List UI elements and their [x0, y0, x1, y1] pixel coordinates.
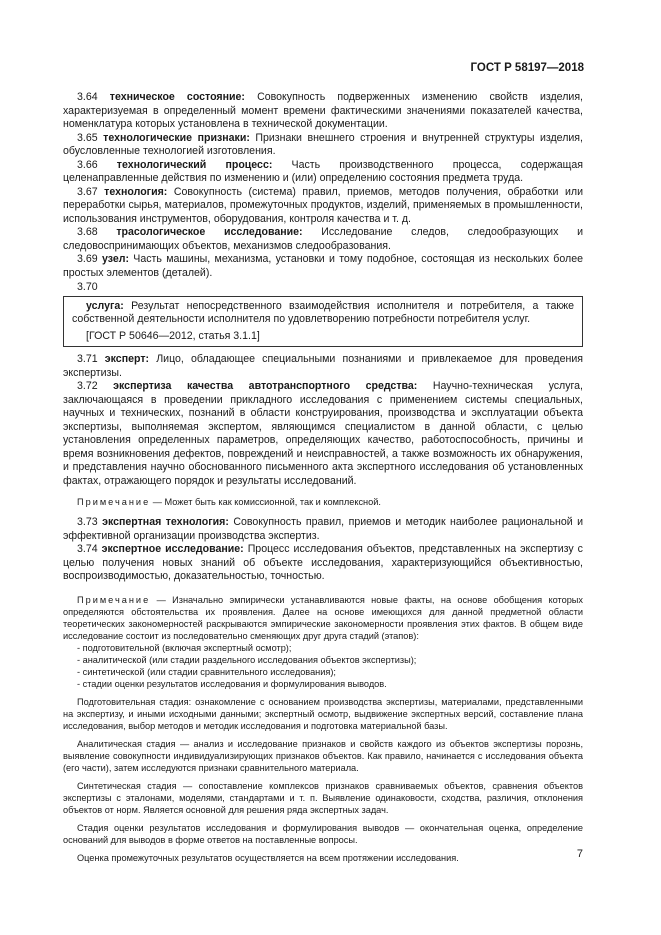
note-paragraph: Аналитическая стадия — анализ и исследование признаков и свойств каждого из объектов экспертизы порознь, выявление совокупности индивидуализирующих признаков объектов. Как правило, начинается с исследования объекта (его части), затем исследуются признаки сравнительного материала.: [63, 738, 583, 773]
entry-number: 3.64: [77, 91, 98, 103]
note-paragraph: Синтетическая стадия — сопоставление комплексов признаков сравниваемых объектов, сравнения объектов экспертизы с эталонами, моделями, стандартами и т. п. Выявление одинаковости, сходства, различия, отклонения объектов от норм. Является основной для решения ряда экспертных задач.: [63, 780, 583, 815]
list-item: - аналитической (или стадии раздельного исследования объектов экспертизы);: [77, 654, 417, 665]
note-paragraph: Стадия оценки результатов исследования и формулирования выводов — окончательная оценка, определение оснований для выводов в форме ответов на поставленные вопросы.: [63, 822, 583, 845]
entry-text: Результат непосредственного взаимодействия исполнителя и потребителя, а также собственной деятельности исполнителя по удовлетворению потребности потребителя услуг.: [72, 299, 574, 325]
entry-3-70-definition: [72, 300, 574, 327]
entry-number: 3.68: [77, 226, 98, 238]
entry-text: Признаки внешнего строения и внутренней структуры изделия, обусловленные технологией изготовления.: [63, 131, 583, 157]
entry-number: 3.66: [77, 158, 98, 171]
entry-term: трасологическое исследование:: [116, 226, 303, 238]
document-body: [63, 91, 583, 872]
entry-3-71: 3.71 эксперт: Лицо, обладающее специальными познаниями и привлекаемое для проведения экспертизы.: [63, 353, 583, 379]
entry-3-67: [63, 186, 583, 227]
note-label: Примечание: [77, 594, 151, 605]
note-label: Примечание: [77, 497, 151, 507]
entry-term: услуга:: [86, 299, 124, 312]
entry-text: Совокупность подверженных изменению свойств изделия, характеризуемая в определенный момент времени фактическими значениями показателей качества, номенклатура которых установлена в технической документации.: [63, 91, 584, 130]
entry-term: узел:: [101, 253, 129, 265]
note-3-74: [63, 594, 583, 864]
stage-list: [63, 642, 583, 690]
entry-3-73: 3.73 экспертная технология: Совокупность правил, приемов и методик наиболее рациональной и эффективной организации производства экспертиз.: [63, 516, 584, 542]
entry-3-70-source: [ГОСТ Р 50646—2012, статья 3.1.1]: [86, 329, 260, 342]
entry-text: Совокупность (система) правил, приемов, методов получения, обработки или переработки сырья, материалов, промежуточных продуктов, изделий, применяемых в промышленности, использования инструментов, оборудования, контроля качества и т. д.: [63, 185, 584, 225]
note-intro: Примечание — Изначально эмпирически устанавливаются новые факты, на основе обобщения которых определяются обстоятельства их проявления. Далее на основе имеющихся для данной предметной области теоретических закономерностей раскрываются эмпирические закономерности проявления этих фактов. В общем виде исследование состоит из последовательно сменяющих друг друга стадий (этапов):: [63, 594, 583, 641]
note-paragraph: Подготовительная стадия: ознакомление с основанием производства экспертизы, материалами, представленными на экспертизу, и иными исходными данными; экспертный осмотр, выдвижение экспертных версий, составление плана исследования, выбор методов и методик исследования и подготовка материальной базы.: [63, 696, 583, 731]
entry-3-64: [63, 91, 583, 132]
note-3-72: Примечание — Может быть как комиссионной, так и комплексной.: [77, 497, 381, 507]
page-number: 7: [576, 848, 583, 860]
entry-term: технология:: [104, 185, 168, 198]
document-id-header: ГОСТ Р 58197—2018: [470, 62, 584, 74]
entry-3-70-number: 3.70: [77, 281, 98, 293]
entry-list: [63, 91, 583, 280]
list-item: - подготовительной (включая экспертный осмотр);: [77, 642, 292, 653]
entry-3-65: [63, 132, 583, 159]
entry-3-69: [63, 253, 583, 280]
entry-3-68: [63, 226, 583, 253]
entry-3-72: 3.72 экспертиза качества автотранспортного средства: Научно-техническая услуга, заключающаяся в проведении прикладного исследования с применением системы специальных, научных и технических, познаний в области конструирования, производства и эксплуатации объекта экспертизы, выполняемая экспертом, являющимся специалистом в данной области, с целью установления определенных параметров, определяющих качество, работоспособность, причины и время возникновения дефектов, повреждений и неисправностей, а также возможность их обнаружения, и представления научно обоснованного письменного акта экспертного исследования об установленных фактах, отражающего порядок и результаты исследований.: [63, 380, 583, 487]
entry-text: Часть машины, механизма, установки и тому подобное, состоящая из нескольких более простых элементов (деталей).: [63, 253, 584, 279]
entry-number: 3.65: [77, 131, 98, 144]
entry-3-70-box: [63, 296, 583, 348]
entry-term: технологические признаки:: [103, 131, 250, 144]
entry-text: Часть производственного процесса, содержащая целенаправленные действия по изменению и (или) определению состояния предмета труда.: [63, 158, 583, 184]
entry-number: 3.69: [77, 253, 98, 265]
entry-3-66: [63, 159, 583, 186]
entry-term: техническое состояние:: [109, 91, 245, 103]
note-paragraph: Оценка промежуточных результатов осуществляется на всем протяжении исследования.: [77, 852, 459, 863]
list-item: - синтетической (или стадии сравнительного исследования);: [77, 666, 336, 677]
entry-term: технологический процесс:: [116, 158, 273, 171]
list-item: - стадии оценки результатов исследования и формулирования выводов.: [77, 678, 387, 689]
entry-text: Исследование следов, следообразующих и следовоспринимающих объектов, механизмов следообразования.: [63, 226, 583, 252]
entry-3-74: 3.74 экспертное исследование: Процесс исследования объектов, представленных на экспертизу с целью получения новых знаний об объекте исследования, характеризующийся объективностью, воспроизводимостью, доказательностью, точностью.: [63, 543, 583, 582]
entry-number: 3.67: [77, 185, 98, 198]
